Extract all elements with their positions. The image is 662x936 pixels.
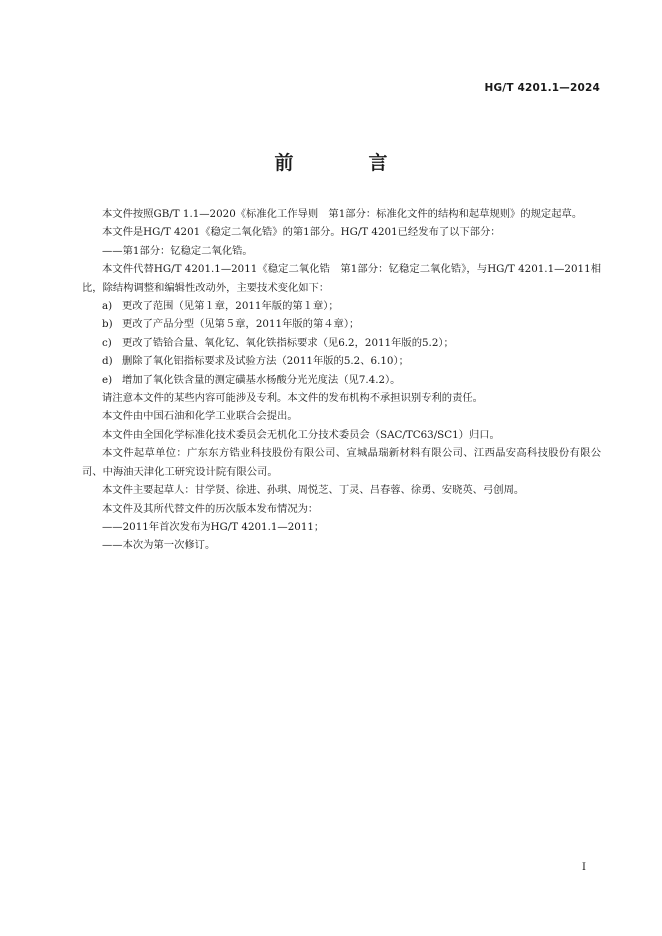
paragraph: 请注意本文件的某些内容可能涉及专利。本文件的发布机构不承担识别专利的责任。 (102, 392, 483, 405)
paragraph: 本文件起草单位：广东东方锆业科技股份有限公司、宣城晶瑞新材料有限公司、江西晶安高科技股份有限公司、中海油天津化工研究设计院有限公司。 (82, 447, 601, 478)
paragraph: ——2011年首次发布为HG/T 4201.1—2011； (102, 520, 325, 533)
change-text: 删除了氧化铝指标要求及试验方法（2011年版的5.2、6.10）； (122, 355, 409, 368)
change-text: 更改了锆铪合量、氧化钇、氧化铁指标要求（见6.2，2011年版的5.2）； (122, 336, 454, 349)
change-item (82, 315, 601, 333)
document-body (82, 205, 601, 555)
paragraph: 本文件由中国石油和化学工业联合会提出。 (102, 410, 298, 423)
paragraph: 本文件由全国化学标准化技术委员会无机化工分技术委员会（SAC/TC63/SC1）归口。 (102, 428, 500, 441)
paragraph: 本文件是HG/T 4201《稳定二氧化锆》的第1部分。HG/T 4201已经发布了以下部分： (102, 226, 501, 239)
paragraph: ——本次为第一次修订。 (102, 539, 216, 552)
paragraph: ——第1部分：钇稳定二氧化锆。 (102, 244, 253, 257)
page-number: I (582, 862, 586, 873)
change-text: 更改了产品分型（见第５章，2011年版的第４章）； (122, 318, 360, 331)
change-marker: b) (102, 318, 113, 331)
change-item (82, 352, 601, 370)
change-text: 更改了范围（见第１章，2011年版的第１章）； (122, 300, 339, 313)
page-title: 前 言 (274, 152, 416, 174)
change-item (82, 297, 601, 315)
change-marker: d) (102, 355, 113, 368)
change-item (82, 371, 601, 389)
change-text: 增加了氧化铁含量的测定磺基水杨酸分光光度法（见7.4.2）。 (122, 373, 401, 386)
document-code: HG/T 4201.1—2024 (484, 82, 600, 94)
change-marker: e) (102, 373, 113, 386)
paragraph: 本文件代替HG/T 4201.1—2011《稳定二氧化锆 第1部分：钇稳定二氧化锆》，与HG/T 4201.1—2011相比，除结构调整和编辑性改动外，主要技术变化如下： (82, 263, 601, 294)
paragraph: 本文件按照GB/T 1.1—2020《标准化工作导则 第1部分：标准化文件的结构和起草规则》的规定起草。 (102, 208, 583, 220)
paragraph: 本文件主要起草人：甘学贤、徐进、孙琪、周悦芝、丁灵、吕春蓉、徐勇、安晓英、弓创周。 (102, 484, 525, 497)
change-marker: a) (102, 300, 113, 313)
change-marker: c) (102, 336, 112, 349)
paragraph: 本文件及其所代替文件的历次版本发布情况为： (102, 502, 319, 515)
change-item (82, 334, 601, 352)
